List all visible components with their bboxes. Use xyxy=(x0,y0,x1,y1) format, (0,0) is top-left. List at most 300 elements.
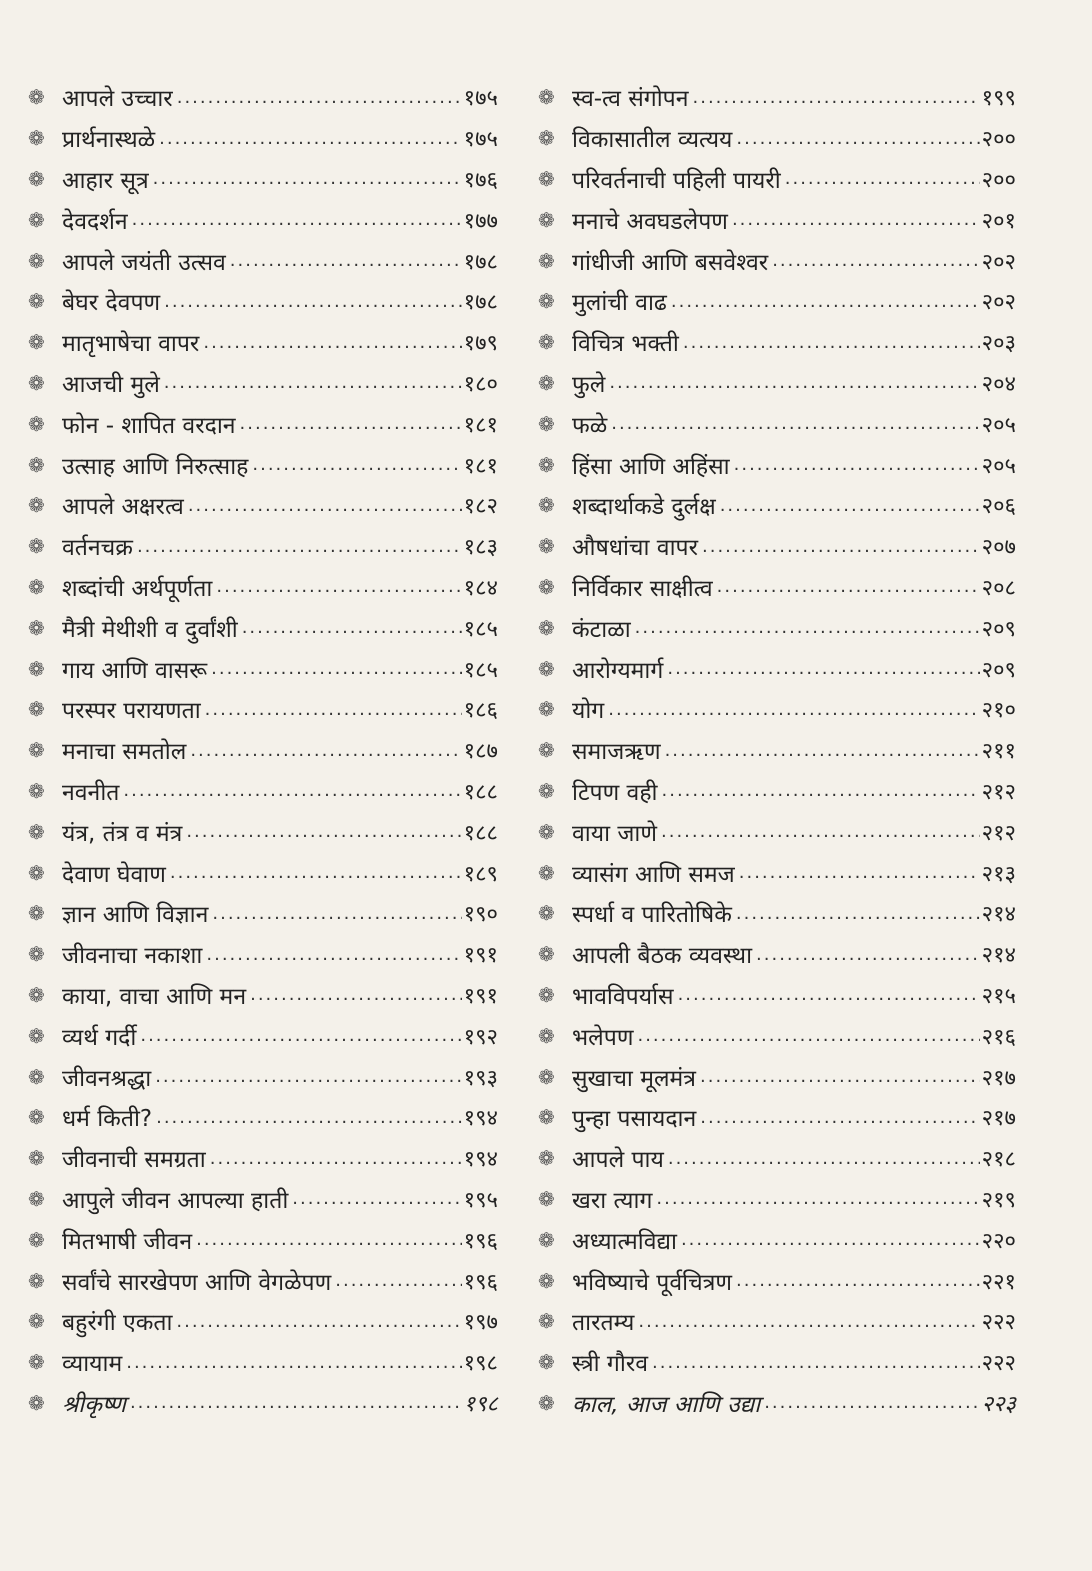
toc-entry-page-number: २१७ xyxy=(981,1106,1016,1132)
toc-entry-page-number: २१६ xyxy=(981,1024,1016,1050)
dot-leader xyxy=(668,1148,980,1169)
toc-entry xyxy=(538,199,1016,240)
dot-leader xyxy=(656,1188,979,1209)
flower-bullet-icon: ❁ xyxy=(538,819,555,844)
toc-entry-page-number: १९५ xyxy=(463,1187,498,1213)
toc-entry-page-number: २०६ xyxy=(981,494,1016,520)
dot-leader xyxy=(736,128,979,149)
toc-entry-page-number: १९८ xyxy=(463,1351,498,1377)
flower-bullet-icon: ❁ xyxy=(538,656,555,681)
toc-entry xyxy=(28,77,498,118)
toc-entry xyxy=(538,1219,1016,1260)
dot-leader xyxy=(203,332,461,353)
dot-leader xyxy=(736,1270,980,1291)
toc-entry-page-number: १८६ xyxy=(463,698,498,724)
toc-entry-page-number: १९७ xyxy=(463,1310,498,1336)
toc-entry-page-number: १७५ xyxy=(463,127,498,153)
toc-entry-title: मनाचा समतोल xyxy=(62,739,187,766)
toc-entry-page-number: २११ xyxy=(981,739,1016,765)
flower-bullet-icon: ❁ xyxy=(28,493,45,518)
toc-entry-page-number: २०३ xyxy=(981,331,1016,357)
toc-entry-page-number: २०२ xyxy=(981,290,1016,316)
toc-entry-page-number: १८४ xyxy=(463,575,498,601)
dot-leader xyxy=(177,87,462,108)
flower-bullet-icon: ❁ xyxy=(538,166,555,191)
toc-entry-page-number: १८५ xyxy=(463,657,498,683)
flower-bullet-icon: ❁ xyxy=(28,1186,45,1211)
toc-entry xyxy=(28,1097,498,1138)
dot-leader xyxy=(159,128,462,149)
flower-bullet-icon: ❁ xyxy=(538,1023,555,1048)
toc-entry-page-number: १७५ xyxy=(463,86,498,112)
dot-leader xyxy=(164,291,462,312)
toc-entry-title: गांधीजी आणि बसवेश्वर xyxy=(572,249,769,276)
toc-entry xyxy=(28,526,498,567)
flower-bullet-icon: ❁ xyxy=(28,615,45,640)
toc-entry xyxy=(28,1015,498,1056)
dot-leader xyxy=(205,699,462,720)
toc-entry-page-number: २०४ xyxy=(981,371,1016,397)
flower-bullet-icon: ❁ xyxy=(28,1390,45,1415)
toc-entry xyxy=(538,1138,1016,1179)
toc-entry xyxy=(538,240,1016,281)
dot-leader xyxy=(137,536,462,557)
flower-bullet-icon: ❁ xyxy=(538,85,555,110)
toc-entry xyxy=(538,281,1016,322)
toc-entry-title: जीवनाची समग्रता xyxy=(62,1147,206,1174)
flower-bullet-icon: ❁ xyxy=(538,738,555,763)
flower-bullet-icon: ❁ xyxy=(538,1268,555,1293)
toc-entry-title: कंटाळा xyxy=(572,616,631,643)
toc-entry-title: गाय आणि वासरू xyxy=(62,657,208,684)
flower-bullet-icon: ❁ xyxy=(538,1390,555,1415)
toc-entry-title: मैत्री मेथीशी व दुर्वांशी xyxy=(62,616,238,643)
toc-entry-page-number: २२३ xyxy=(981,1391,1016,1417)
flower-bullet-icon: ❁ xyxy=(538,778,555,803)
toc-entry-page-number: १९२ xyxy=(463,1024,498,1050)
toc-entry xyxy=(28,852,498,893)
flower-bullet-icon: ❁ xyxy=(28,1064,45,1089)
toc-entry-page-number: १७७ xyxy=(463,208,498,234)
flower-bullet-icon: ❁ xyxy=(28,248,45,273)
toc-entry-page-number: १८९ xyxy=(463,861,498,887)
toc-entry-title: उत्साह आणि निरुत्साह xyxy=(62,453,249,480)
flower-bullet-icon: ❁ xyxy=(28,942,45,967)
toc-entry-page-number: १७९ xyxy=(463,331,498,357)
dot-leader xyxy=(700,1107,979,1128)
toc-entry xyxy=(28,893,498,934)
toc-entry-title: आजची मुले xyxy=(62,371,160,398)
toc-entry xyxy=(28,444,498,485)
flower-bullet-icon: ❁ xyxy=(538,942,555,967)
toc-entry-page-number: २१९ xyxy=(981,1187,1016,1213)
toc-entry-page-number: १९१ xyxy=(463,983,498,1009)
dot-leader xyxy=(170,862,462,883)
toc-entry xyxy=(28,607,498,648)
flower-bullet-icon: ❁ xyxy=(28,819,45,844)
dot-leader xyxy=(206,944,461,965)
toc-entry-title: शब्दांची अर्थपूर्णता xyxy=(62,575,213,602)
dot-leader xyxy=(700,1066,980,1087)
toc-entry-title: अध्यात्मविद्या xyxy=(572,1228,677,1255)
toc-entry-page-number: २०२ xyxy=(981,249,1016,275)
toc-entry-title: आपुले जीवन आपल्या हाती xyxy=(62,1187,289,1214)
toc-entry-page-number: १८७ xyxy=(463,739,498,765)
toc-entry-title: योग xyxy=(572,698,605,725)
toc-entry-page-number: २२२ xyxy=(981,1351,1016,1377)
toc-entry-title: भविष्याचे पूर्वचित्रण xyxy=(572,1269,733,1296)
flower-bullet-icon: ❁ xyxy=(28,1023,45,1048)
toc-entry-title: बेघर देवपण xyxy=(62,290,161,317)
toc-entry-page-number: १९३ xyxy=(463,1065,498,1091)
flower-bullet-icon: ❁ xyxy=(538,901,555,926)
flower-bullet-icon: ❁ xyxy=(538,860,555,885)
dot-leader xyxy=(123,780,461,801)
flower-bullet-icon: ❁ xyxy=(538,1186,555,1211)
flower-bullet-icon: ❁ xyxy=(28,1350,45,1375)
toc-entry xyxy=(28,934,498,975)
toc-entry-title: धर्म किती? xyxy=(62,1106,153,1133)
toc-entry-title: वर्तनचक्र xyxy=(62,535,133,562)
toc-entry xyxy=(538,689,1016,730)
toc-entry-title: फोन - शापित वरदान xyxy=(62,412,236,439)
toc-entry-title: पुन्हा पसायदान xyxy=(572,1106,697,1133)
toc-entry-title: यंत्र, तंत्र व मंत्र xyxy=(62,820,183,847)
dot-leader xyxy=(671,291,980,312)
toc-entry-page-number: १९८ xyxy=(463,1391,498,1417)
toc-entry-title: व्यासंग आणि समज xyxy=(572,861,735,888)
toc-entry xyxy=(538,159,1016,200)
dot-leader xyxy=(176,1311,461,1332)
toc-entry xyxy=(538,1097,1016,1138)
toc-entry-page-number: २०९ xyxy=(981,657,1016,683)
toc-entry-title: श्रीकृष्ण xyxy=(62,1391,126,1418)
toc-entry xyxy=(538,1260,1016,1301)
toc-entry-title: काया, वाचा आणि मन xyxy=(62,983,247,1010)
dot-leader xyxy=(665,740,980,761)
toc-entry-title: आरोग्यमार्ग xyxy=(572,657,664,684)
toc-entry xyxy=(28,771,498,812)
toc-entry-title: हिंसा आणि अहिंसा xyxy=(572,453,730,480)
flower-bullet-icon: ❁ xyxy=(538,1105,555,1130)
toc-entry xyxy=(538,730,1016,771)
toc-entry xyxy=(538,1056,1016,1097)
dot-leader xyxy=(611,413,979,434)
toc-entry xyxy=(538,648,1016,689)
toc-entry-title: स्त्री गौरव xyxy=(572,1351,649,1378)
toc-entry xyxy=(538,1342,1016,1383)
toc-entry-page-number: १७८ xyxy=(463,249,498,275)
flower-bullet-icon: ❁ xyxy=(28,656,45,681)
dot-leader xyxy=(335,1270,461,1291)
toc-entry xyxy=(538,975,1016,1016)
toc-entry xyxy=(538,444,1016,485)
toc-entry xyxy=(28,1219,498,1260)
toc-entry-page-number: २०० xyxy=(981,167,1016,193)
dot-leader xyxy=(140,1025,461,1046)
toc-entry-title: सर्वांचे सारखेपण आणि वेगळेपण xyxy=(62,1269,332,1296)
toc-entry-page-number: १९९ xyxy=(981,86,1016,112)
dot-leader xyxy=(252,454,461,475)
toc-entry-title: विकासातील व्यत्यय xyxy=(572,127,733,154)
flower-bullet-icon: ❁ xyxy=(538,452,555,477)
toc-entry xyxy=(538,485,1016,526)
toc-entry xyxy=(28,281,498,322)
toc-entry-title: व्यायाम xyxy=(62,1351,123,1378)
toc-entry-page-number: १७८ xyxy=(463,290,498,316)
dot-leader xyxy=(216,576,461,597)
toc-entry xyxy=(28,485,498,526)
flower-bullet-icon: ❁ xyxy=(28,1146,45,1171)
toc-entry-title: शब्दार्थाकडे दुर्लक्ष xyxy=(572,494,716,521)
toc-entry-page-number: १९६ xyxy=(463,1228,498,1254)
toc-entry-page-number: २०५ xyxy=(981,412,1016,438)
toc-entry-title: आपले जयंती उत्सव xyxy=(62,249,226,276)
toc-entry-page-number: १९४ xyxy=(463,1147,498,1173)
dot-leader xyxy=(156,1107,462,1128)
dot-leader xyxy=(739,862,980,883)
toc-entry xyxy=(538,607,1016,648)
flower-bullet-icon: ❁ xyxy=(28,697,45,722)
dot-leader xyxy=(678,984,980,1005)
dot-leader xyxy=(662,780,980,801)
toc-entry-page-number: २१७ xyxy=(981,1065,1016,1091)
dot-leader xyxy=(230,250,462,271)
flower-bullet-icon: ❁ xyxy=(28,289,45,314)
toc-entry-page-number: १९४ xyxy=(463,1106,498,1132)
dot-leader xyxy=(734,454,980,475)
dot-leader xyxy=(188,495,462,516)
dot-leader xyxy=(681,1229,980,1250)
toc-entry-title: आपले अक्षरत्व xyxy=(62,494,184,521)
flower-bullet-icon: ❁ xyxy=(28,901,45,926)
flower-bullet-icon: ❁ xyxy=(28,370,45,395)
toc-entry-page-number: १८० xyxy=(463,371,498,397)
toc-entry-title: फुले xyxy=(572,371,606,398)
toc-entry-title: आहार सूत्र xyxy=(62,167,149,194)
toc-entry xyxy=(538,771,1016,812)
flower-bullet-icon: ❁ xyxy=(538,1350,555,1375)
dot-leader xyxy=(250,984,462,1005)
toc-entry xyxy=(538,852,1016,893)
dot-leader xyxy=(693,87,980,108)
toc-entry-page-number: २०७ xyxy=(981,535,1016,561)
dot-leader xyxy=(635,617,980,638)
toc-entry-title: भावविपर्यास xyxy=(572,983,674,1010)
flower-bullet-icon: ❁ xyxy=(538,697,555,722)
toc-entry-title: प्रार्थनास्थळे xyxy=(62,127,156,154)
flower-bullet-icon: ❁ xyxy=(28,778,45,803)
toc-entry-page-number: २२१ xyxy=(981,1269,1016,1295)
toc-entry-page-number: २१८ xyxy=(981,1147,1016,1173)
toc-entry xyxy=(28,1179,498,1220)
flower-bullet-icon: ❁ xyxy=(538,289,555,314)
flower-bullet-icon: ❁ xyxy=(28,330,45,355)
toc-entry xyxy=(538,363,1016,404)
toc-entry-title: मुलांची वाढ xyxy=(572,290,667,317)
toc-entry-title: देवदर्शन xyxy=(62,208,128,235)
toc-entry-page-number: १९० xyxy=(463,902,498,928)
flower-bullet-icon: ❁ xyxy=(538,1227,555,1252)
toc-entry xyxy=(28,1383,498,1424)
dot-leader xyxy=(242,617,462,638)
dot-leader xyxy=(210,1148,462,1169)
flower-bullet-icon: ❁ xyxy=(538,1064,555,1089)
dot-leader xyxy=(196,1229,462,1250)
toc-entry xyxy=(28,567,498,608)
toc-entry-title: खरा त्याग xyxy=(572,1187,653,1214)
toc-entry xyxy=(28,363,498,404)
flower-bullet-icon: ❁ xyxy=(538,574,555,599)
dot-leader xyxy=(211,658,462,679)
toc-entry-page-number: १८१ xyxy=(463,412,498,438)
dot-leader xyxy=(164,372,462,393)
flower-bullet-icon: ❁ xyxy=(538,330,555,355)
dot-leader xyxy=(667,658,979,679)
toc-entry-title: देवाण घेवाण xyxy=(62,861,166,888)
toc-entry-title: विचित्र भक्ती xyxy=(572,331,679,358)
dot-leader xyxy=(153,168,462,189)
toc-entry-title: तारतम्य xyxy=(572,1310,635,1337)
toc-entry-page-number: २१४ xyxy=(981,902,1016,928)
toc-entry xyxy=(28,322,498,363)
dot-leader xyxy=(785,168,980,189)
dot-leader xyxy=(132,209,462,230)
flower-bullet-icon: ❁ xyxy=(538,126,555,151)
toc-entry xyxy=(538,1015,1016,1056)
toc-entry-page-number: २०९ xyxy=(981,616,1016,642)
toc-entry-title: आपले पाय xyxy=(572,1147,664,1174)
flower-bullet-icon: ❁ xyxy=(28,1227,45,1252)
flower-bullet-icon: ❁ xyxy=(28,207,45,232)
dot-leader xyxy=(683,332,980,353)
dot-leader xyxy=(240,413,462,434)
toc-entry-page-number: १८१ xyxy=(463,453,498,479)
toc-entry-title: मातृभाषेचा वापर xyxy=(62,331,200,358)
flower-bullet-icon: ❁ xyxy=(28,126,45,151)
toc-entry xyxy=(538,1179,1016,1220)
toc-entry xyxy=(538,77,1016,118)
flower-bullet-icon: ❁ xyxy=(538,493,555,518)
toc-entry-title: भलेपण xyxy=(572,1024,634,1051)
flower-bullet-icon: ❁ xyxy=(538,411,555,436)
toc-entry xyxy=(538,526,1016,567)
toc-entry xyxy=(28,1342,498,1383)
toc-entry xyxy=(28,403,498,444)
toc-entry-title: परिवर्तनाची पहिली पायरी xyxy=(572,167,781,194)
flower-bullet-icon: ❁ xyxy=(28,534,45,559)
dot-leader xyxy=(609,372,979,393)
dot-leader xyxy=(717,576,980,597)
toc-entry-title: ज्ञान आणि विज्ञान xyxy=(62,902,209,929)
toc-entry-title: जीवनश्रद्धा xyxy=(62,1065,152,1092)
toc-entry xyxy=(538,403,1016,444)
dot-leader xyxy=(292,1188,461,1209)
toc-column-left xyxy=(28,77,498,1423)
toc-entry-title: वाया जाणे xyxy=(572,820,658,847)
dot-leader xyxy=(637,1025,979,1046)
toc-entry-page-number: २०१ xyxy=(981,208,1016,234)
toc-entry-title: औषधांचा वापर xyxy=(572,535,699,562)
flower-bullet-icon: ❁ xyxy=(538,207,555,232)
toc-entry xyxy=(28,159,498,200)
flower-bullet-icon: ❁ xyxy=(28,411,45,436)
toc-entry-title: बहुरंगी एकता xyxy=(62,1310,173,1337)
toc-entry xyxy=(538,1383,1016,1424)
toc-entry-title: फळे xyxy=(572,412,608,439)
flower-bullet-icon: ❁ xyxy=(28,166,45,191)
dot-leader xyxy=(732,209,980,230)
flower-bullet-icon: ❁ xyxy=(28,452,45,477)
flower-bullet-icon: ❁ xyxy=(538,982,555,1007)
dot-leader xyxy=(190,740,461,761)
toc-entry xyxy=(28,689,498,730)
dot-leader xyxy=(130,1392,462,1413)
toc-entry-page-number: २१० xyxy=(981,698,1016,724)
toc-entry-title: स्व-त्व संगोपन xyxy=(572,86,689,113)
toc-entry-title: मनाचे अवघडलेपण xyxy=(572,208,728,235)
toc-entry xyxy=(28,648,498,689)
toc-entry xyxy=(28,1260,498,1301)
flower-bullet-icon: ❁ xyxy=(538,534,555,559)
toc-entry-page-number: २२० xyxy=(981,1228,1016,1254)
toc-entry-page-number: २१४ xyxy=(981,943,1016,969)
toc-entry-page-number: १८५ xyxy=(463,616,498,642)
toc-entry-page-number: १८८ xyxy=(463,820,498,846)
toc-entry xyxy=(28,118,498,159)
toc-entry xyxy=(538,934,1016,975)
toc-entry-title: मितभाषी जीवन xyxy=(62,1228,193,1255)
toc-entry-title: जीवनाचा नकाशा xyxy=(62,943,203,970)
toc-entry xyxy=(28,1301,498,1342)
toc-entry-page-number: २२२ xyxy=(981,1310,1016,1336)
flower-bullet-icon: ❁ xyxy=(538,248,555,273)
toc-entry-title: सुखाचा मूलमंत्र xyxy=(572,1065,696,1092)
toc-entry xyxy=(28,811,498,852)
dot-leader xyxy=(608,699,979,720)
dot-leader xyxy=(702,536,980,557)
toc-entry-page-number: २१२ xyxy=(981,779,1016,805)
dot-leader xyxy=(126,1352,461,1373)
toc-entry xyxy=(538,322,1016,363)
toc-entry xyxy=(538,118,1016,159)
toc-entry xyxy=(538,567,1016,608)
toc-entry-title: निर्विकार साक्षीत्व xyxy=(572,575,713,602)
toc-entry xyxy=(538,811,1016,852)
flower-bullet-icon: ❁ xyxy=(538,370,555,395)
dot-leader xyxy=(186,821,461,842)
toc-entry-title: स्पर्धा व पारितोषिके xyxy=(572,902,732,929)
flower-bullet-icon: ❁ xyxy=(28,860,45,885)
flower-bullet-icon: ❁ xyxy=(28,1105,45,1130)
toc-entry-page-number: २१३ xyxy=(981,861,1016,887)
toc-entry-title: आपली बैठक व्यवस्था xyxy=(572,943,753,970)
toc-entry xyxy=(538,893,1016,934)
dot-leader xyxy=(661,821,980,842)
toc-entry-title: व्यर्थ गर्दी xyxy=(62,1024,137,1051)
dot-leader xyxy=(155,1066,461,1087)
dot-leader xyxy=(638,1311,979,1332)
toc-entry-page-number: १७६ xyxy=(463,167,498,193)
toc-entry-page-number: १९१ xyxy=(463,943,498,969)
dot-leader xyxy=(720,495,980,516)
toc-entry-title: परस्पर परायणता xyxy=(62,698,201,725)
toc-entry xyxy=(28,730,498,771)
toc-entry-page-number: २१५ xyxy=(981,983,1016,1009)
flower-bullet-icon: ❁ xyxy=(28,738,45,763)
toc-entry xyxy=(28,199,498,240)
toc-entry-page-number: २०८ xyxy=(981,575,1016,601)
